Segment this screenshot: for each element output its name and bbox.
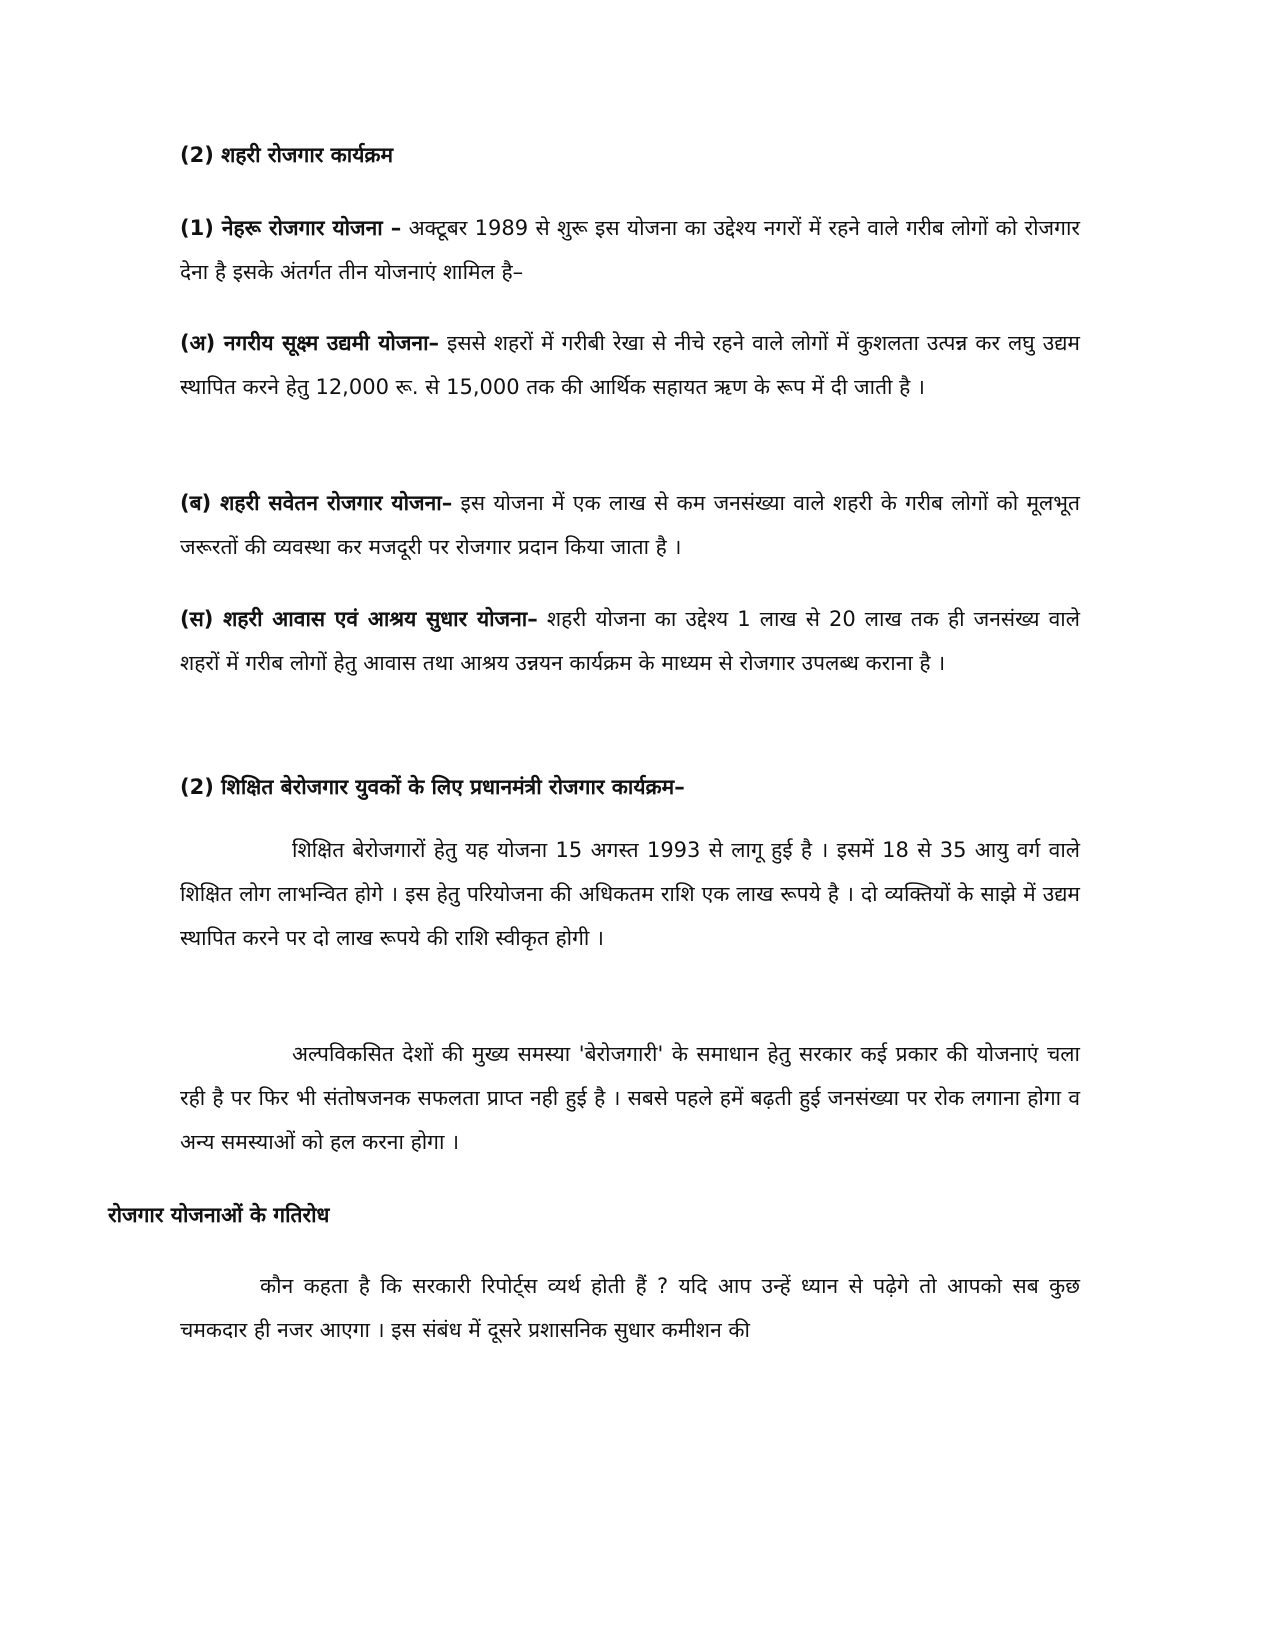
paragraph-lead: (1) नेहरू रोजगार योजना – [180,216,402,240]
paragraph-lead: (अ) नगरीय सूक्ष्म उद्यमी योजना– [180,331,440,355]
paragraph-nehru-rozgar-yojana [180,206,1080,294]
paragraph-text: इस योजना में एक लाख से कम जनसंख्या वाले शहरी के गरीब लोगों को मूलभूत जरूरतों की व्यवस्था कर मजदूरी पर रोजगार प्रदान किया जाता है । [180,491,1080,559]
paragraph-text: इससे शहरों में गरीबी रेखा से नीचे रहने वाले लोगों में कुशलता उत्पन्न कर लघु उद्यम स्थापित करने हेतु 12,000 रू. से 15,000 तक की आर्थिक सहायत ऋण के रूप में दी जाती है । [180,331,1080,399]
heading-pm-rozgar-program: (2) शिक्षित बेरोजगार युवकों के लिए प्रधानमंत्री रोजगार कार्यक्रम– [180,775,685,799]
paragraph-urban-wage-employment-scheme [180,481,1080,569]
paragraph-urban-housing-shelter-scheme [180,597,1080,685]
paragraph-lead: (ब) शहरी सवेतन रोजगार योजना– [180,491,453,515]
paragraph-micro-enterprise-scheme [180,321,1080,409]
paragraph-government-reports: कौन कहता है कि सरकारी रिपोर्ट्स व्यर्थ होती हैं ? यदि आप उन्हें ध्यान से पढ़ेगे तो आपको सब कुछ चमकदार ही नजर आएगा । इस संबंध में दूसरे प्रशासनिक सुधार कमीशन की [180,1274,1080,1342]
paragraph-pm-program-details: शिक्षित बेरोजगारों हेतु यह योजना 15 अगस्त 1993 से लागू हुई है । इसमें 18 से 35 आयु वर्ग वाले शिक्षित लोग लाभन्वित होगे । इस हेतु परियोजना की अधिकतम राशि एक लाख रूपये है । दो व्यक्तियों के साझे में उद्यम स्थापित करने पर दो लाख रूपये की राशि स्वीकृत होगी । [180,838,1080,950]
paragraph-text: शहरी योजना का उद्देश्य 1 लाख से 20 लाख तक ही जनसंख्य वाले शहरों में गरीब लोगों हेतु आवास तथा आश्रय उन्नयन कार्यक्रम के माध्यम से रोजगार उपलब्ध कराना है । [180,607,1080,675]
paragraph-text: अक्टूबर 1989 से शुरू इस योजना का उद्देश्य नगरों में रहने वाले गरीब लोगों को रोजगार देना है इसके अंतर्गत तीन योजनाएं शामिल है– [180,216,1080,284]
heading-urban-employment-programs: (2) शहरी रोजगार कार्यक्रम [180,143,394,167]
paragraph-unemployment-problem: अल्पविकसित देशों की मुख्य समस्या 'बेरोजगारी' के समाधान हेतु सरकार कई प्रकार की योजनाएं चला रही है पर फिर भी संतोषजनक सफलता प्राप्त नही हुई है । सबसे पहले हमें बढ़ती हुई जनसंख्या पर रोक लगाना होगा व अन्य समस्याओं को हल करना होगा । [180,1042,1080,1154]
heading-employment-scheme-obstacles: रोजगार योजनाओं के गतिरोध [108,1203,330,1227]
paragraph-lead: (स) शहरी आवास एवं आश्रय सुधार योजना– [180,607,538,631]
